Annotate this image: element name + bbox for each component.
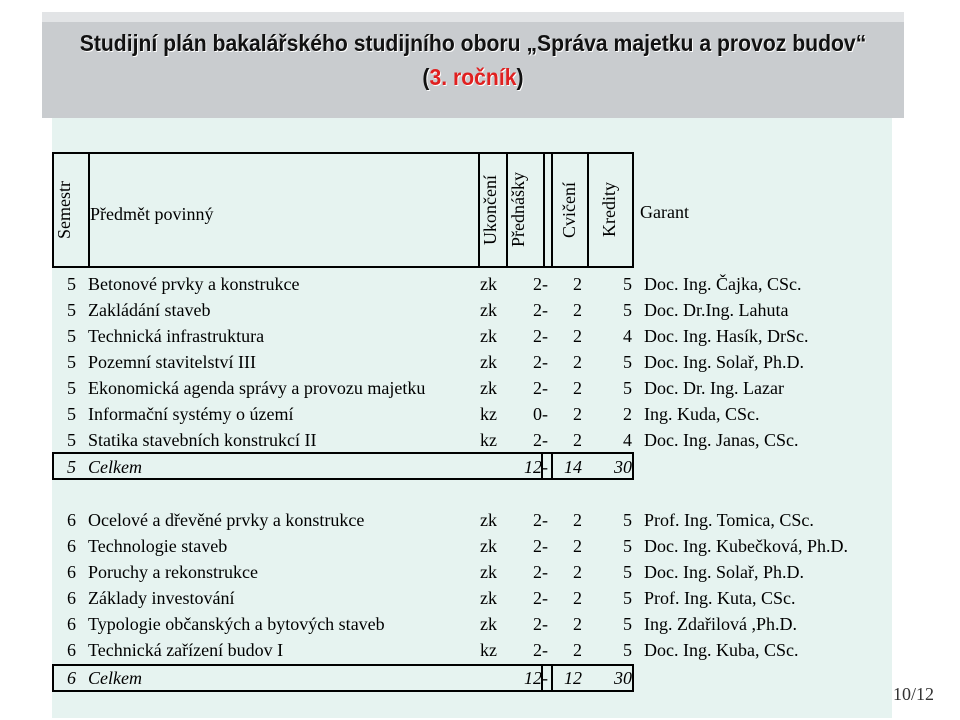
cell-sem: 5 xyxy=(67,300,76,320)
cell-cv: 2 xyxy=(573,536,582,556)
cell-name: Betonové prvky a konstrukce xyxy=(88,274,300,294)
cell-dash: - xyxy=(542,352,548,372)
cell-name: Pozemní stavitelství III xyxy=(88,352,256,372)
cell-pr: 2 xyxy=(533,274,542,294)
cell-cv: 2 xyxy=(573,378,582,398)
cell-sem: 6 xyxy=(67,588,76,608)
year-highlight: 3. ročník xyxy=(429,64,517,90)
header-garant: Garant xyxy=(640,202,689,222)
cell-uk: zk xyxy=(480,378,497,398)
cell-cv: 2 xyxy=(573,430,582,450)
cell-uk: zk xyxy=(480,510,497,530)
cell-name: Informační systémy o území xyxy=(88,404,294,424)
cell-garant: Doc. Ing. Janas, CSc. xyxy=(644,430,799,450)
cell-kr: 5 xyxy=(623,614,632,634)
cell-name: Statika stavebních konstrukcí II xyxy=(88,430,317,450)
cell-kr: 2 xyxy=(623,404,632,424)
cell-pr: 2 xyxy=(533,352,542,372)
cell-dash: - xyxy=(542,640,548,660)
cell-uk: zk xyxy=(480,352,497,372)
cell-kr: 5 xyxy=(623,300,632,320)
cell-kr: 5 xyxy=(623,378,632,398)
cell-name: Základy investování xyxy=(88,588,235,608)
cell-kr: 5 xyxy=(623,562,632,582)
cell-garant: Doc. Ing. Hasík, DrSc. xyxy=(644,326,809,346)
cell-dash: - xyxy=(542,300,548,320)
cell-sem: 5 xyxy=(67,430,76,450)
cell-cv: 2 xyxy=(573,640,582,660)
cell-uk: zk xyxy=(480,614,497,634)
cell-cv: 2 xyxy=(573,352,582,372)
cell-garant: Doc. Dr.Ing. Lahuta xyxy=(644,300,789,320)
cell-name: Technická infrastruktura xyxy=(88,326,265,346)
header-prednasky: Přednášky xyxy=(508,172,528,248)
cell-garant: Prof. Ing. Kuta, CSc. xyxy=(644,588,796,608)
header-ukonceni: Ukončení xyxy=(480,175,500,245)
cell-dash: - xyxy=(542,510,548,530)
cell-sem: 5 xyxy=(67,404,76,424)
cell-cv: 2 xyxy=(573,588,582,608)
cell-sem: 6 xyxy=(67,614,76,634)
cell-dash: - xyxy=(542,378,548,398)
cell-garant: Doc. Ing. Solař, Ph.D. xyxy=(644,352,804,372)
cell-sem: 5 xyxy=(67,378,76,398)
cell-pr: 2 xyxy=(533,588,542,608)
cell-sem: 6 xyxy=(67,536,76,556)
table-header xyxy=(52,152,634,268)
cell-kr: 5 xyxy=(623,510,632,530)
cell-uk: zk xyxy=(480,274,497,294)
cell-dash: - xyxy=(542,326,548,346)
header-cviceni: Cvičení xyxy=(559,182,579,238)
cell-dash: - xyxy=(542,588,548,608)
cell-cv: 2 xyxy=(573,274,582,294)
cell-garant: Doc. Dr. Ing. Lazar xyxy=(644,378,784,398)
cell-cv: 2 xyxy=(573,300,582,320)
cell-kr: 5 xyxy=(623,640,632,660)
cell-sem: 6 xyxy=(67,640,76,660)
cell-uk: zk xyxy=(480,562,497,582)
cell-garant: Ing. Zdařilová ,Ph.D. xyxy=(644,614,797,634)
cell-name: Poruchy a rekonstrukce xyxy=(88,562,258,582)
cell-pr: 2 xyxy=(533,536,542,556)
cell-garant: Doc. Ing. Kubečková, Ph.D. xyxy=(644,536,848,556)
cell-name: Zakládání staveb xyxy=(88,300,211,320)
cell-pr: 2 xyxy=(533,300,542,320)
cell-pr: 2 xyxy=(533,430,542,450)
cell-name: Technická zařízení budov I xyxy=(88,640,284,660)
cell-dash: - xyxy=(542,274,548,294)
cell-kr: 5 xyxy=(623,352,632,372)
page-subtitle: (3. ročník) xyxy=(422,64,524,90)
cell-pr: 0 xyxy=(533,404,542,424)
cell-name: Technologie staveb xyxy=(88,536,228,556)
cell-pr: 2 xyxy=(533,614,542,634)
cell-name: Ekonomická agenda správy a provozu majetku xyxy=(88,378,426,398)
header-semestr: Semestr xyxy=(54,181,74,239)
header-kredity: Kredity xyxy=(599,182,619,238)
cell-sem: 6 xyxy=(67,562,76,582)
cell-pr: 2 xyxy=(533,510,542,530)
cell-dash: - xyxy=(542,614,548,634)
cell-sem: 6 xyxy=(67,510,76,530)
cell-pr: 2 xyxy=(533,562,542,582)
header-predmet: Předmět povinný xyxy=(90,204,214,224)
cell-uk: zk xyxy=(480,588,497,608)
cell-cv: 2 xyxy=(573,562,582,582)
cell-uk: zk xyxy=(480,536,497,556)
cell-uk: kz xyxy=(480,404,497,424)
cell-uk: zk xyxy=(480,326,497,346)
cell-cv: 2 xyxy=(573,614,582,634)
cell-garant: Doc. Ing. Čajka, CSc. xyxy=(644,274,802,294)
cell-uk: kz xyxy=(480,430,497,450)
cell-kr: 5 xyxy=(623,588,632,608)
cell-pr: 2 xyxy=(533,378,542,398)
page-title: Studijní plán bakalářského studijního oboru „Správa majetku a provoz budov“ xyxy=(79,30,867,56)
cell-dash: - xyxy=(542,404,548,424)
cell-sem: 5 xyxy=(67,352,76,372)
cell-dash: - xyxy=(542,430,548,450)
cell-garant: Ing. Kuda, CSc. xyxy=(644,404,760,424)
cell-garant: Doc. Ing. Solař, Ph.D. xyxy=(644,562,804,582)
cell-pr: 2 xyxy=(533,640,542,660)
cell-pr: 2 xyxy=(533,326,542,346)
cell-uk: zk xyxy=(480,300,497,320)
page-number: 10/12 xyxy=(893,684,935,704)
cell-cv: 2 xyxy=(573,404,582,424)
cell-kr: 5 xyxy=(623,274,632,294)
cell-kr: 4 xyxy=(623,430,632,450)
cell-sem: 5 xyxy=(67,326,76,346)
title-banner xyxy=(42,12,904,118)
cell-uk: kz xyxy=(480,640,497,660)
cell-garant: Prof. Ing. Tomica, CSc. xyxy=(644,510,814,530)
cell-name: Ocelové a dřevěné prvky a konstrukce xyxy=(88,510,365,530)
cell-sem: 5 xyxy=(67,274,76,294)
cell-dash: - xyxy=(542,536,548,556)
cell-kr: 5 xyxy=(623,536,632,556)
cell-cv: 2 xyxy=(573,326,582,346)
cell-name: Typologie občanských a bytových staveb xyxy=(88,614,385,634)
cell-dash: - xyxy=(542,562,548,582)
cell-cv: 2 xyxy=(573,510,582,530)
cell-kr: 4 xyxy=(623,326,632,346)
cell-garant: Doc. Ing. Kuba, CSc. xyxy=(644,640,799,660)
